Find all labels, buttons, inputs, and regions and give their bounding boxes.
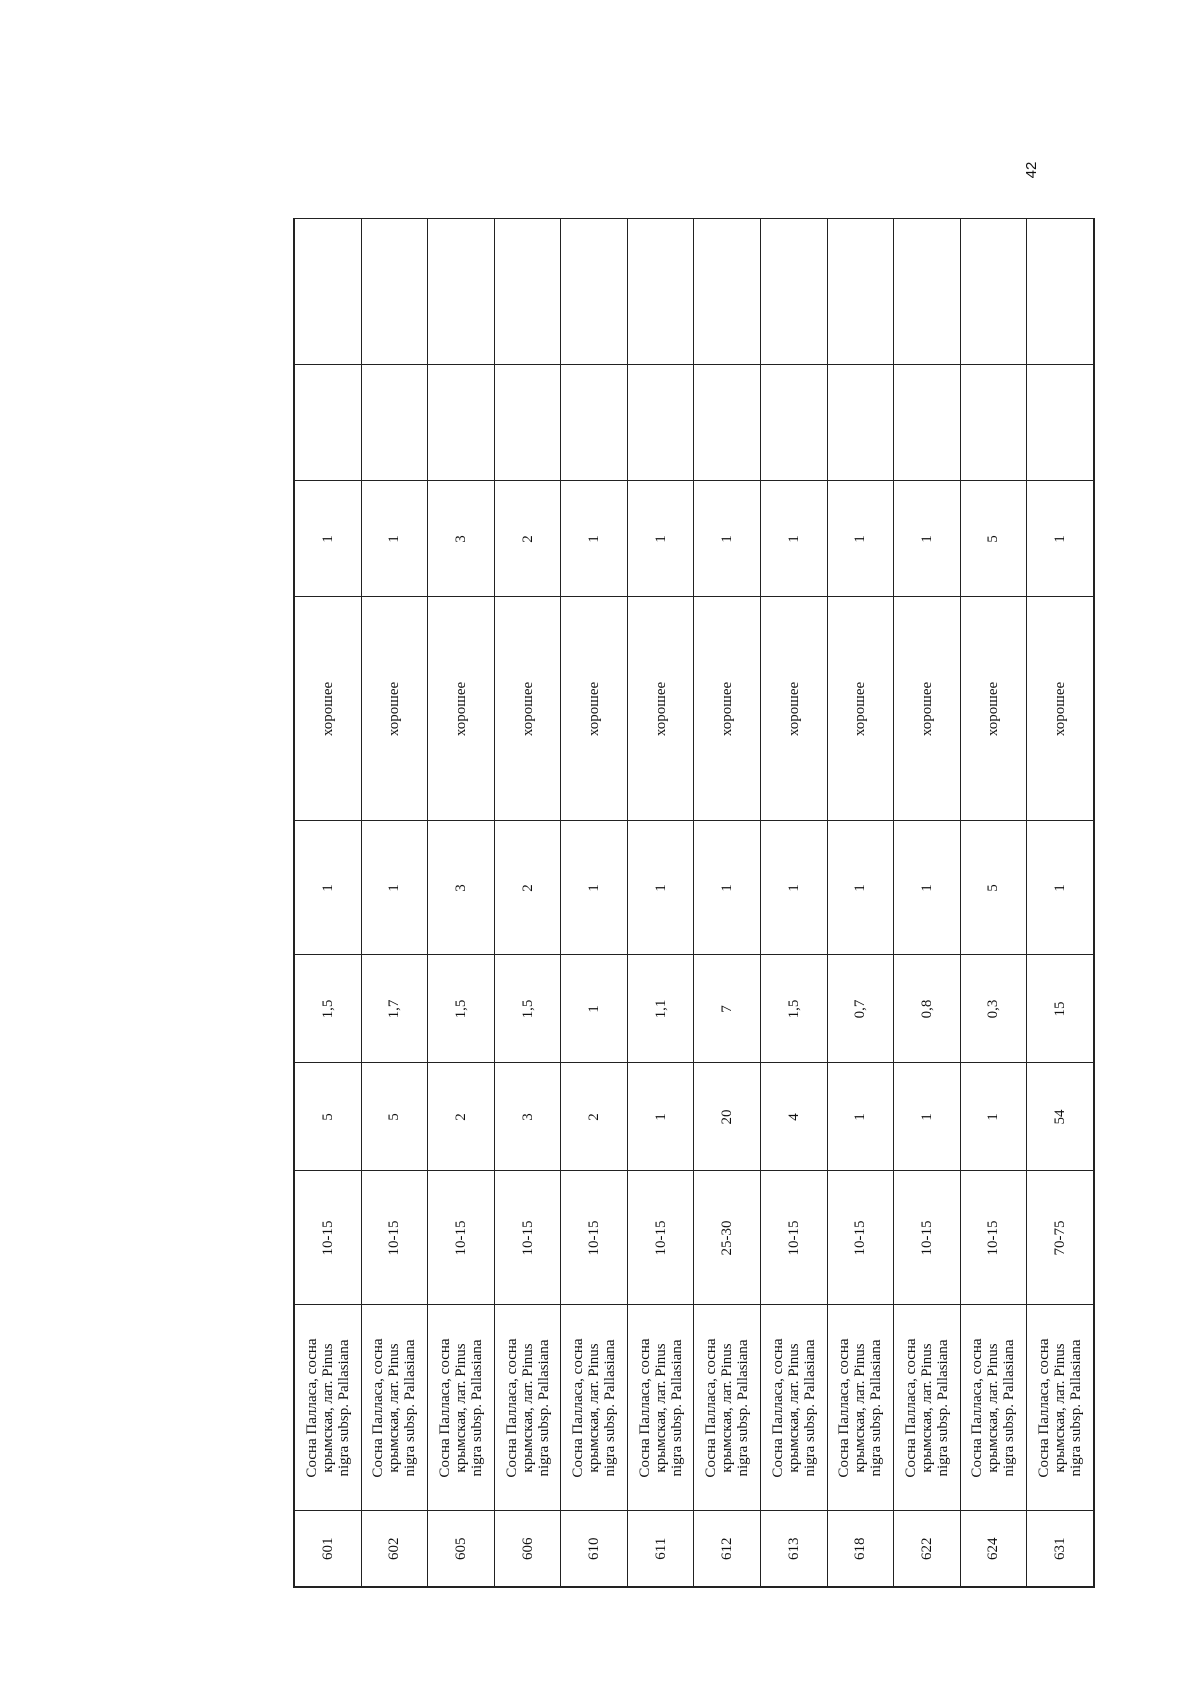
- species-line: nigra subsp. Pallasiana: [402, 1339, 419, 1477]
- empty-cell: [294, 365, 361, 481]
- condition-cell: хорошее: [494, 597, 561, 821]
- table-row: [428, 219, 495, 1587]
- species-cell: [1027, 1305, 1094, 1511]
- species-line: крымская, лат. Pinus: [785, 1343, 802, 1473]
- table-row: [561, 219, 628, 1587]
- row-number-cell: 605: [428, 1511, 495, 1587]
- measure-cell: 1,5: [428, 955, 495, 1063]
- empty-cell: [960, 365, 1027, 481]
- table-row: [494, 219, 561, 1587]
- condition-cell: хорошее: [761, 597, 828, 821]
- species-line: Сосна Палласа, сосна: [437, 1338, 454, 1478]
- condition-cell: хорошее: [627, 597, 694, 821]
- empty-cell: [894, 219, 961, 365]
- species-line: крымская, лат. Pinus: [719, 1343, 736, 1473]
- row-number-cell: 618: [827, 1511, 894, 1587]
- row-number-cell: 622: [894, 1511, 961, 1587]
- species-cell: [494, 1305, 561, 1511]
- species-cell: [761, 1305, 828, 1511]
- empty-cell: [694, 365, 761, 481]
- age-cell: 10-15: [428, 1171, 495, 1305]
- total-cell: 1: [827, 481, 894, 597]
- quantity-cell: 1: [694, 821, 761, 955]
- age-cell: 10-15: [960, 1171, 1027, 1305]
- species-line: Сосна Палласа, сосна: [570, 1338, 587, 1478]
- total-cell: 1: [894, 481, 961, 597]
- measure-cell: 0,8: [894, 955, 961, 1063]
- count-cell: 20: [694, 1063, 761, 1171]
- species-line: Сосна Палласа, сосна: [370, 1338, 387, 1478]
- table-row: [960, 219, 1027, 1587]
- age-cell: 10-15: [761, 1171, 828, 1305]
- empty-cell: [494, 219, 561, 365]
- species-line: nigra subsp. Pallasiana: [1001, 1339, 1018, 1477]
- species-line: Сосна Палласа, сосна: [503, 1338, 520, 1478]
- condition-cell: хорошее: [827, 597, 894, 821]
- condition-cell: хорошее: [694, 597, 761, 821]
- condition-cell: хорошее: [894, 597, 961, 821]
- quantity-cell: 3: [428, 821, 495, 955]
- total-cell: 3: [428, 481, 495, 597]
- species-line: nigra subsp. Pallasiana: [735, 1339, 752, 1477]
- quantity-cell: 1: [361, 821, 428, 955]
- empty-cell: [561, 365, 628, 481]
- quantity-cell: 1: [294, 821, 361, 955]
- species-line: nigra subsp. Pallasiana: [868, 1339, 885, 1477]
- age-cell: 70-75: [1027, 1171, 1094, 1305]
- total-cell: 1: [694, 481, 761, 597]
- count-cell: 5: [294, 1063, 361, 1171]
- species-line: крымская, лат. Pinus: [319, 1343, 336, 1473]
- species-line: крымская, лат. Pinus: [918, 1343, 935, 1473]
- page-number: 42: [1023, 161, 1040, 179]
- tree-inventory-table: [293, 219, 1095, 1589]
- species-line: nigra subsp. Pallasiana: [668, 1339, 685, 1477]
- species-cell: [627, 1305, 694, 1511]
- condition-cell: хорошее: [561, 597, 628, 821]
- row-number-cell: 624: [960, 1511, 1027, 1587]
- species-line: Сосна Палласа, сосна: [303, 1338, 320, 1478]
- species-line: nigra subsp. Pallasiana: [602, 1339, 619, 1477]
- age-cell: 10-15: [361, 1171, 428, 1305]
- table-row: [694, 219, 761, 1587]
- total-cell: 1: [627, 481, 694, 597]
- species-line: nigra subsp. Pallasiana: [934, 1339, 951, 1477]
- species-line: крымская, лат. Pinus: [586, 1343, 603, 1473]
- species-line: крымская, лат. Pinus: [519, 1343, 536, 1473]
- count-cell: 4: [761, 1063, 828, 1171]
- empty-cell: [1027, 365, 1094, 481]
- measure-cell: 1,7: [361, 955, 428, 1063]
- measure-cell: 1,5: [294, 955, 361, 1063]
- measure-cell: 0,7: [827, 955, 894, 1063]
- count-cell: 1: [627, 1063, 694, 1171]
- row-number-cell: 602: [361, 1511, 428, 1587]
- count-cell: 3: [494, 1063, 561, 1171]
- measure-cell: 1: [561, 955, 628, 1063]
- species-cell: [827, 1305, 894, 1511]
- species-line: Сосна Палласа, сосна: [769, 1338, 786, 1478]
- measure-cell: 1,1: [627, 955, 694, 1063]
- species-line: nigra subsp. Pallasiana: [335, 1339, 352, 1477]
- row-number-cell: 606: [494, 1511, 561, 1587]
- species-line: nigra subsp. Pallasiana: [469, 1339, 486, 1477]
- row-number-cell: 611: [627, 1511, 694, 1587]
- measure-cell: 7: [694, 955, 761, 1063]
- total-cell: 5: [960, 481, 1027, 597]
- table-row: [1027, 219, 1094, 1587]
- condition-cell: хорошее: [1027, 597, 1094, 821]
- count-cell: 2: [428, 1063, 495, 1171]
- empty-cell: [761, 365, 828, 481]
- species-line: крымская, лат. Pinus: [985, 1343, 1002, 1473]
- quantity-cell: 1: [627, 821, 694, 955]
- quantity-cell: 1: [1027, 821, 1094, 955]
- empty-cell: [561, 219, 628, 365]
- condition-cell: хорошее: [428, 597, 495, 821]
- age-cell: 10-15: [894, 1171, 961, 1305]
- empty-cell: [960, 219, 1027, 365]
- measure-cell: 15: [1027, 955, 1094, 1063]
- species-line: Сосна Палласа, сосна: [902, 1338, 919, 1478]
- table-row: [294, 219, 361, 1587]
- species-cell: [361, 1305, 428, 1511]
- empty-cell: [627, 365, 694, 481]
- empty-cell: [827, 219, 894, 365]
- empty-cell: [428, 365, 495, 481]
- age-cell: 10-15: [561, 1171, 628, 1305]
- table-container: [293, 220, 1095, 1588]
- species-cell: [294, 1305, 361, 1511]
- count-cell: 5: [361, 1063, 428, 1171]
- species-line: nigra subsp. Pallasiana: [801, 1339, 818, 1477]
- table-row: [894, 219, 961, 1587]
- empty-cell: [361, 365, 428, 481]
- empty-cell: [627, 219, 694, 365]
- count-cell: 1: [894, 1063, 961, 1171]
- measure-cell: 0,3: [960, 955, 1027, 1063]
- count-cell: 2: [561, 1063, 628, 1171]
- empty-cell: [294, 219, 361, 365]
- empty-cell: [894, 365, 961, 481]
- species-line: Сосна Палласа, сосна: [836, 1338, 853, 1478]
- condition-cell: хорошее: [361, 597, 428, 821]
- empty-cell: [361, 219, 428, 365]
- species-line: крымская, лат. Pinus: [852, 1343, 869, 1473]
- quantity-cell: 1: [894, 821, 961, 955]
- empty-cell: [761, 219, 828, 365]
- condition-cell: хорошее: [294, 597, 361, 821]
- row-number-cell: 610: [561, 1511, 628, 1587]
- total-cell: 1: [294, 481, 361, 597]
- species-line: крымская, лат. Pinus: [453, 1343, 470, 1473]
- row-number-cell: 631: [1027, 1511, 1094, 1587]
- age-cell: 10-15: [494, 1171, 561, 1305]
- species-line: nigra subsp. Pallasiana: [1068, 1339, 1085, 1477]
- condition-cell: хорошее: [960, 597, 1027, 821]
- empty-cell: [494, 365, 561, 481]
- total-cell: 1: [561, 481, 628, 597]
- species-line: Сосна Палласа, сосна: [1036, 1338, 1053, 1478]
- row-number-cell: 612: [694, 1511, 761, 1587]
- species-cell: [894, 1305, 961, 1511]
- quantity-cell: 2: [494, 821, 561, 955]
- total-cell: 1: [1027, 481, 1094, 597]
- quantity-cell: 1: [761, 821, 828, 955]
- measure-cell: 1,5: [761, 955, 828, 1063]
- quantity-cell: 5: [960, 821, 1027, 955]
- empty-cell: [694, 219, 761, 365]
- table-row: [761, 219, 828, 1587]
- species-cell: [561, 1305, 628, 1511]
- species-line: nigra subsp. Pallasiana: [535, 1339, 552, 1477]
- species-line: Сосна Палласа, сосна: [969, 1338, 986, 1478]
- species-cell: [694, 1305, 761, 1511]
- age-cell: 10-15: [827, 1171, 894, 1305]
- empty-cell: [428, 219, 495, 365]
- species-cell: [428, 1305, 495, 1511]
- table-body: [294, 219, 1094, 1587]
- species-line: Сосна Палласа, сосна: [636, 1338, 653, 1478]
- species-line: крымская, лат. Pinus: [386, 1343, 403, 1473]
- total-cell: 1: [761, 481, 828, 597]
- total-cell: 1: [361, 481, 428, 597]
- empty-cell: [827, 365, 894, 481]
- age-cell: 10-15: [294, 1171, 361, 1305]
- age-cell: 25-30: [694, 1171, 761, 1305]
- count-cell: 1: [827, 1063, 894, 1171]
- quantity-cell: 1: [561, 821, 628, 955]
- species-line: крымская, лат. Pinus: [1052, 1343, 1069, 1473]
- total-cell: 2: [494, 481, 561, 597]
- age-cell: 10-15: [627, 1171, 694, 1305]
- table-row: [627, 219, 694, 1587]
- empty-cell: [1027, 219, 1094, 365]
- species-line: Сосна Палласа, сосна: [703, 1338, 720, 1478]
- quantity-cell: 1: [827, 821, 894, 955]
- table-row: [827, 219, 894, 1587]
- row-number-cell: 613: [761, 1511, 828, 1587]
- count-cell: 1: [960, 1063, 1027, 1171]
- row-number-cell: 601: [294, 1511, 361, 1587]
- species-cell: [960, 1305, 1027, 1511]
- table-row: [361, 219, 428, 1587]
- measure-cell: 1,5: [494, 955, 561, 1063]
- count-cell: 54: [1027, 1063, 1094, 1171]
- species-line: крымская, лат. Pinus: [652, 1343, 669, 1473]
